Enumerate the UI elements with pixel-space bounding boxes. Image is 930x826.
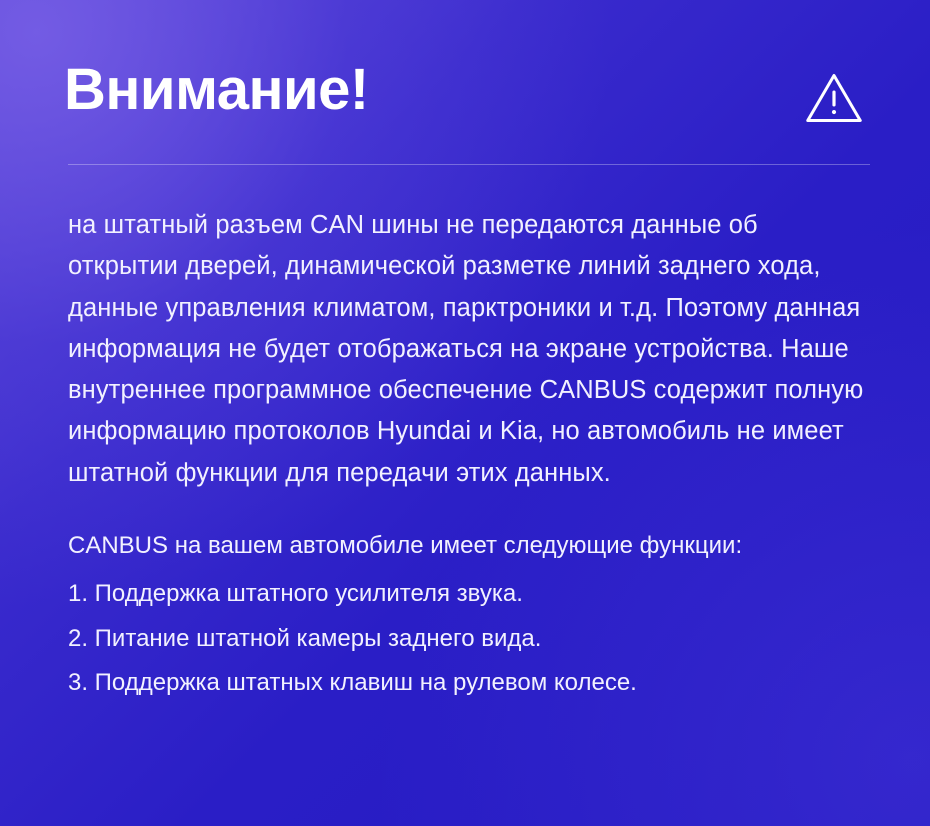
feature-list bbox=[68, 572, 870, 706]
poster-header bbox=[64, 56, 874, 128]
body-paragraph: на штатный разъем CAN шины не передаются данные об открытии дверей, динамической разметке линий заднего хода, данные управления климатом, парктроники и т.д. Поэтому данная информация не будет отображаться на экране устройства. Наше внутреннее программное обеспечение CANBUS содержит полную информацию протоколов Hyundai и Kia, но автомобиль не имеет штатной функции для передачи этих данных. bbox=[68, 211, 864, 487]
features-section bbox=[68, 528, 870, 706]
page-title: Внимание! bbox=[64, 57, 369, 122]
list-item: 2. Питание штатной камеры заднего вида. bbox=[68, 624, 542, 652]
list-item: 1. Поддержка штатного усилителя звука. bbox=[68, 580, 523, 608]
features-intro: CANBUS на вашем автомобиле имеет следующие функции: bbox=[68, 532, 743, 560]
warning-triangle-icon bbox=[804, 68, 864, 128]
list-item: 3. Поддержка штатных клавиш на рулевом колесе. bbox=[68, 669, 637, 697]
header-divider bbox=[68, 164, 870, 165]
